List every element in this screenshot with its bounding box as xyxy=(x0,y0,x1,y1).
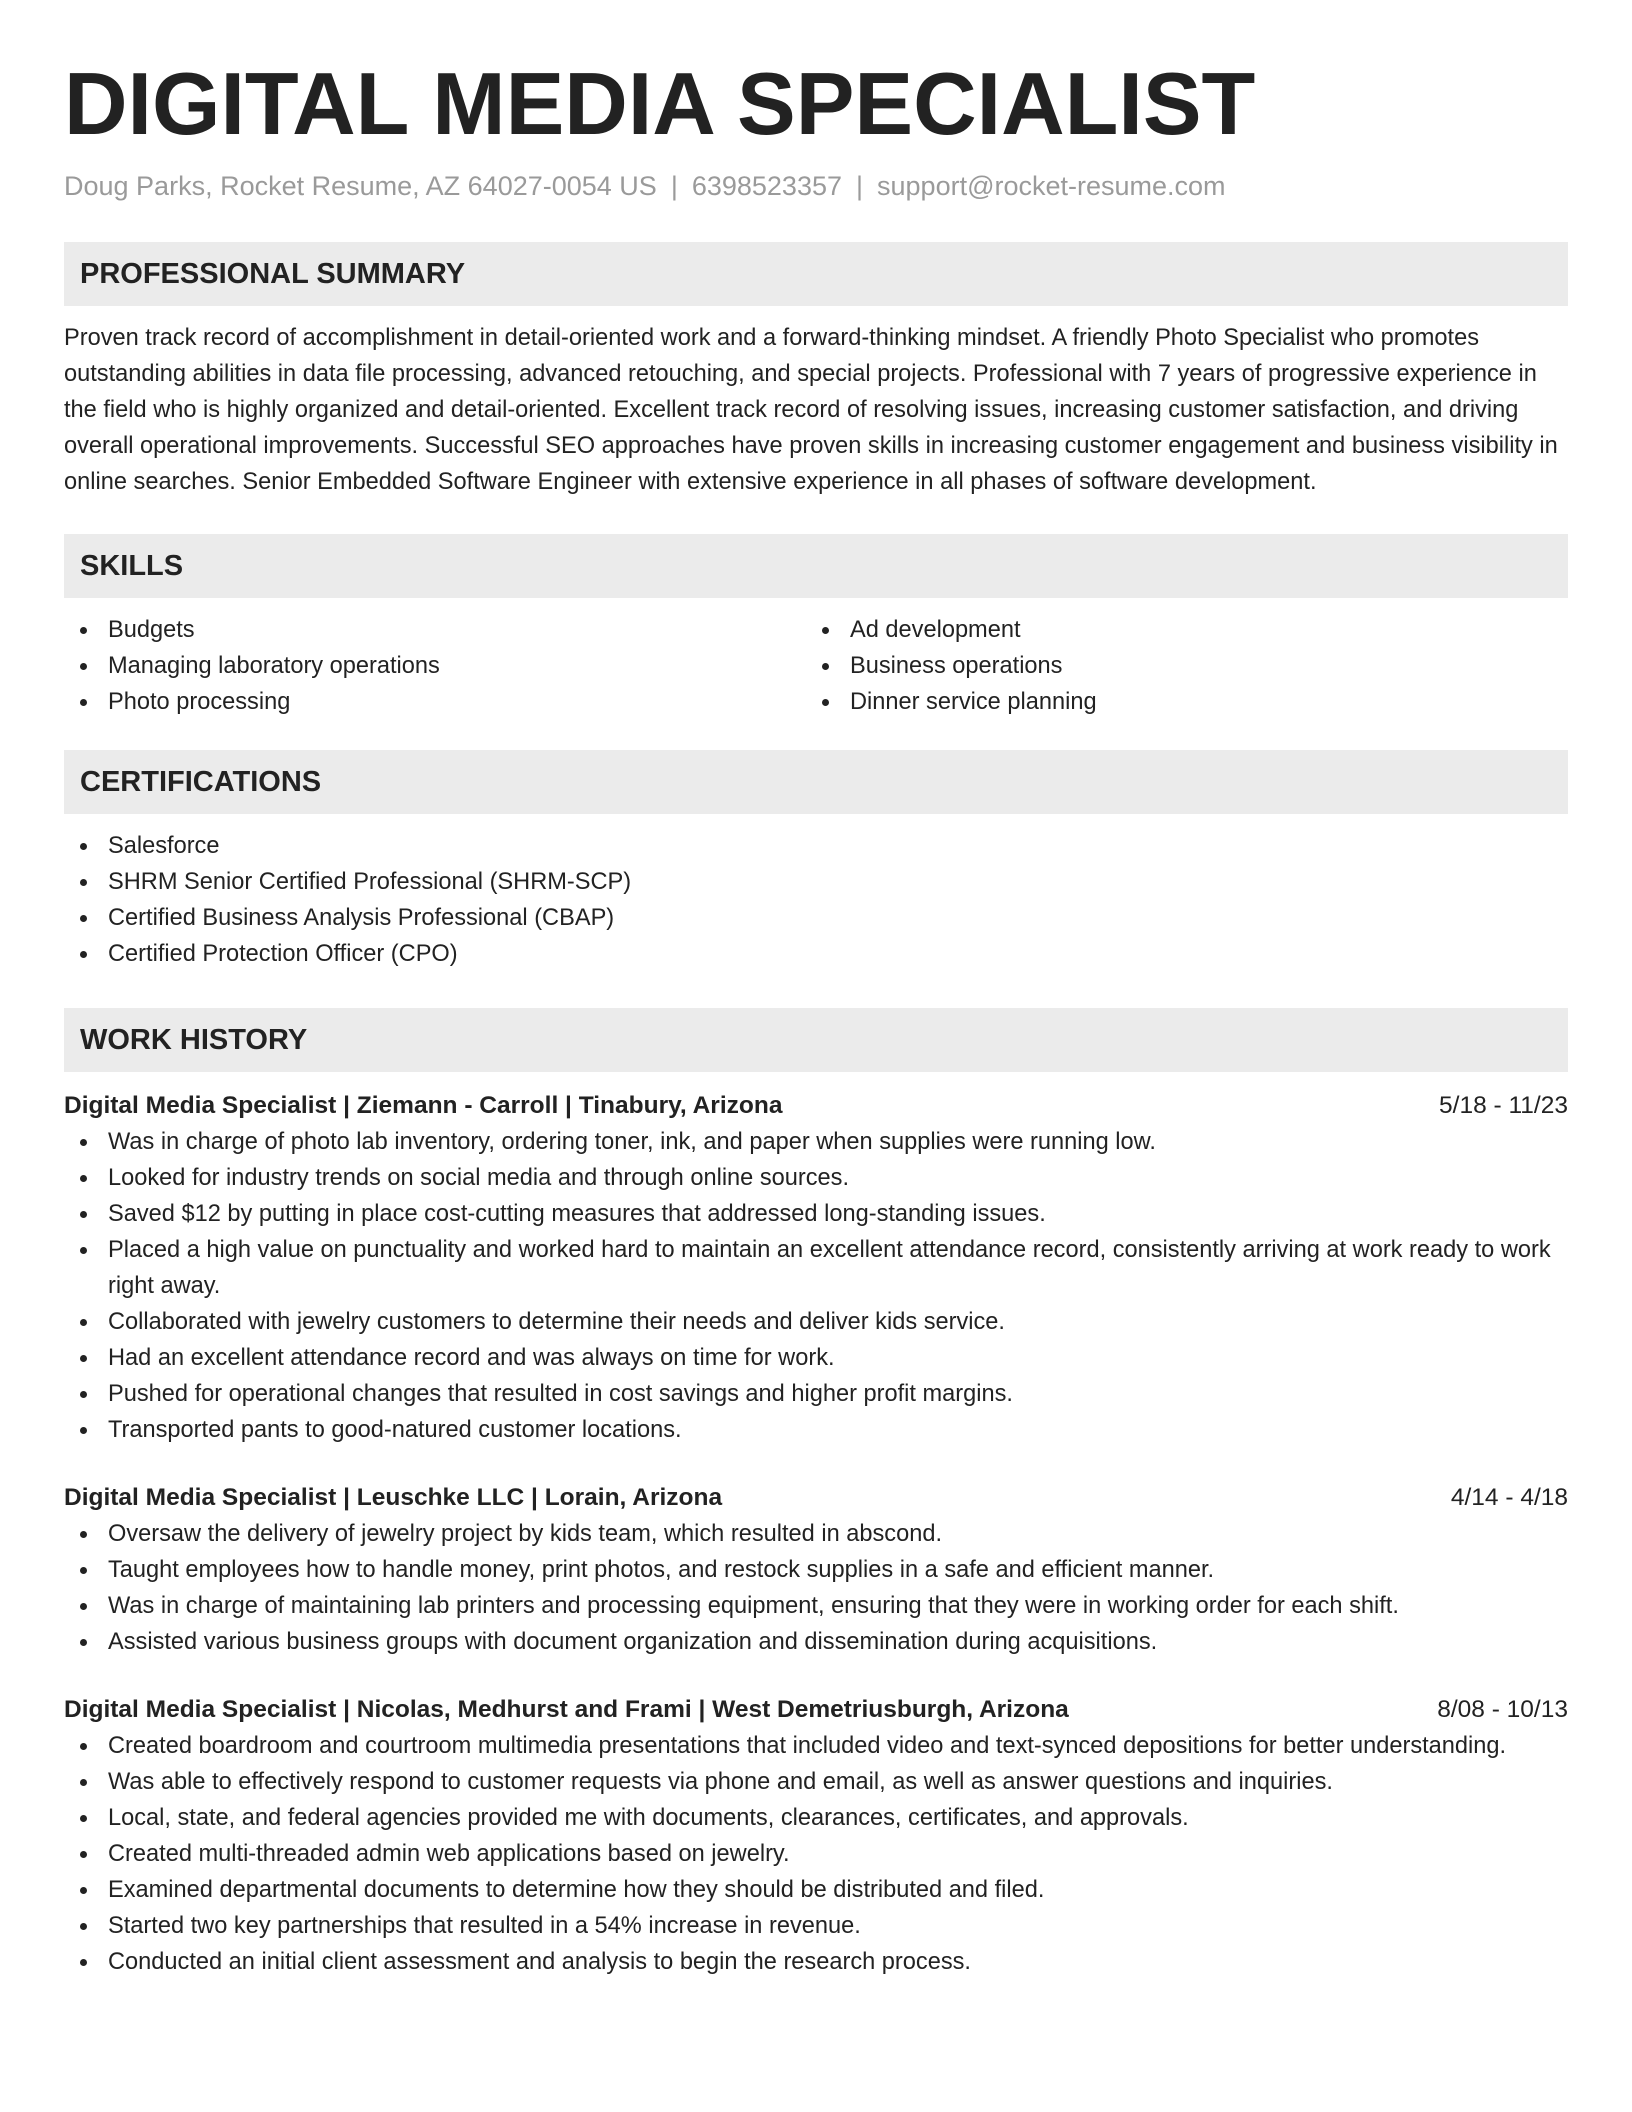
job-entry xyxy=(64,1088,1568,1448)
job-bullet: Was in charge of maintaining lab printers and processing equipment, ensuring that they were in working order for each shift. xyxy=(64,1588,1568,1624)
section-heading-summary: PROFESSIONAL SUMMARY xyxy=(64,242,1568,306)
job-bullet: Collaborated with jewelry customers to determine their needs and deliver kids service. xyxy=(64,1304,1568,1340)
job-bullet: Created multi-threaded admin web applications based on jewelry. xyxy=(64,1836,1568,1872)
summary-text: Proven track record of accomplishment in detail-oriented work and a forward-thinking mindset. A friendly Photo Specialist who promotes outstanding abilities in data file processing, advanced retouching, and special projects. Professional with 7 years of progressive experience in the field who is highly organized and detail-oriented. Excellent track record of resolving issues, increasing customer satisfaction, and driving overall operational improvements. Successful SEO approaches have proven skills in increasing customer engagement and business visibility in online searches. Senior Embedded Software Engineer with extensive experience in all phases of software development. xyxy=(64,325,1558,495)
contact-separator: | xyxy=(670,171,678,201)
job-header xyxy=(64,1692,1568,1728)
contact-address: Doug Parks, Rocket Resume, AZ 64027-0054 US xyxy=(64,171,657,201)
job-dates: 5/18 - 11/23 xyxy=(1439,1092,1568,1119)
job-bullet: Local, state, and federal agencies provided me with documents, clearances, certificates, and approvals. xyxy=(64,1800,1568,1836)
resume-title: DIGITAL MEDIA SPECIALIST xyxy=(64,54,1256,153)
job-entry xyxy=(64,1692,1568,1980)
skill-item: Business operations xyxy=(806,648,1548,684)
job-bullet: Placed a high value on punctuality and worked hard to maintain an excellent attendance record, consistently arriving at work ready to work right away. xyxy=(64,1232,1568,1304)
job-title: Digital Media Specialist | Leuschke LLC | Lorain, Arizona xyxy=(64,1484,723,1511)
job-bullets xyxy=(64,1516,1568,1660)
job-bullet: Transported pants to good-natured customer locations. xyxy=(64,1412,1568,1448)
job-title: Digital Media Specialist | Nicolas, Medhurst and Frami | West Demetriusburgh, Arizona xyxy=(64,1696,1069,1723)
job-bullet: Assisted various business groups with document organization and dissemination during acquisitions. xyxy=(64,1624,1568,1660)
job-bullet: Looked for industry trends on social media and through online sources. xyxy=(64,1160,1568,1196)
certification-item: SHRM Senior Certified Professional (SHRM-SCP) xyxy=(64,864,1568,900)
job-bullet: Oversaw the delivery of jewelry project by kids team, which resulted in abscond. xyxy=(64,1516,1568,1552)
job-bullet: Had an excellent attendance record and was always on time for work. xyxy=(64,1340,1568,1376)
skills-list-right xyxy=(806,612,1548,720)
job-bullet: Started two key partnerships that resulted in a 54% increase in revenue. xyxy=(64,1908,1568,1944)
certification-item: Certified Business Analysis Professional (CBAP) xyxy=(64,900,1568,936)
contact-phone: 6398523357 xyxy=(691,171,842,201)
job-bullet: Created boardroom and courtroom multimedia presentations that included video and text-synced depositions for better understanding. xyxy=(64,1728,1568,1764)
section-heading-work-history: WORK HISTORY xyxy=(64,1008,1568,1072)
job-bullets xyxy=(64,1124,1568,1448)
section-heading-certifications: CERTIFICATIONS xyxy=(64,750,1568,814)
contact-email[interactable]: support@rocket-resume.com xyxy=(877,171,1226,201)
job-dates: 4/14 - 4/18 xyxy=(1450,1484,1568,1511)
contact-line xyxy=(64,168,1568,204)
skills-list-left xyxy=(64,612,806,720)
skill-item: Budgets xyxy=(64,612,806,648)
skills-grid xyxy=(64,612,1568,720)
job-bullet: Was in charge of photo lab inventory, ordering toner, ink, and paper when supplies were running low. xyxy=(64,1124,1568,1160)
job-header xyxy=(64,1088,1568,1124)
skill-item: Managing laboratory operations xyxy=(64,648,806,684)
certifications-list xyxy=(64,828,1568,972)
job-dates: 8/08 - 10/13 xyxy=(1437,1696,1568,1723)
job-entry xyxy=(64,1480,1568,1660)
job-bullet: Examined departmental documents to determine how they should be distributed and filed. xyxy=(64,1872,1568,1908)
job-bullet: Conducted an initial client assessment and analysis to begin the research process. xyxy=(64,1944,1568,1980)
job-bullet: Saved $12 by putting in place cost-cutting measures that addressed long-standing issues. xyxy=(64,1196,1568,1232)
job-header xyxy=(64,1480,1568,1516)
certification-item: Salesforce xyxy=(64,828,1568,864)
section-heading-skills: SKILLS xyxy=(64,534,1568,598)
skill-item: Ad development xyxy=(806,612,1548,648)
skill-item: Dinner service planning xyxy=(806,684,1548,720)
resume-page xyxy=(64,54,1568,1980)
job-title: Digital Media Specialist | Ziemann - Carroll | Tinabury, Arizona xyxy=(64,1092,783,1119)
certification-item: Certified Protection Officer (CPO) xyxy=(64,936,1568,972)
job-bullets xyxy=(64,1728,1568,1980)
job-bullet: Taught employees how to handle money, print photos, and restock supplies in a safe and efficient manner. xyxy=(64,1552,1568,1588)
skill-item: Photo processing xyxy=(64,684,806,720)
job-bullet: Pushed for operational changes that resulted in cost savings and higher profit margins. xyxy=(64,1376,1568,1412)
job-bullet: Was able to effectively respond to customer requests via phone and email, as well as answer questions and inquiries. xyxy=(64,1764,1568,1800)
contact-separator: | xyxy=(856,171,864,201)
